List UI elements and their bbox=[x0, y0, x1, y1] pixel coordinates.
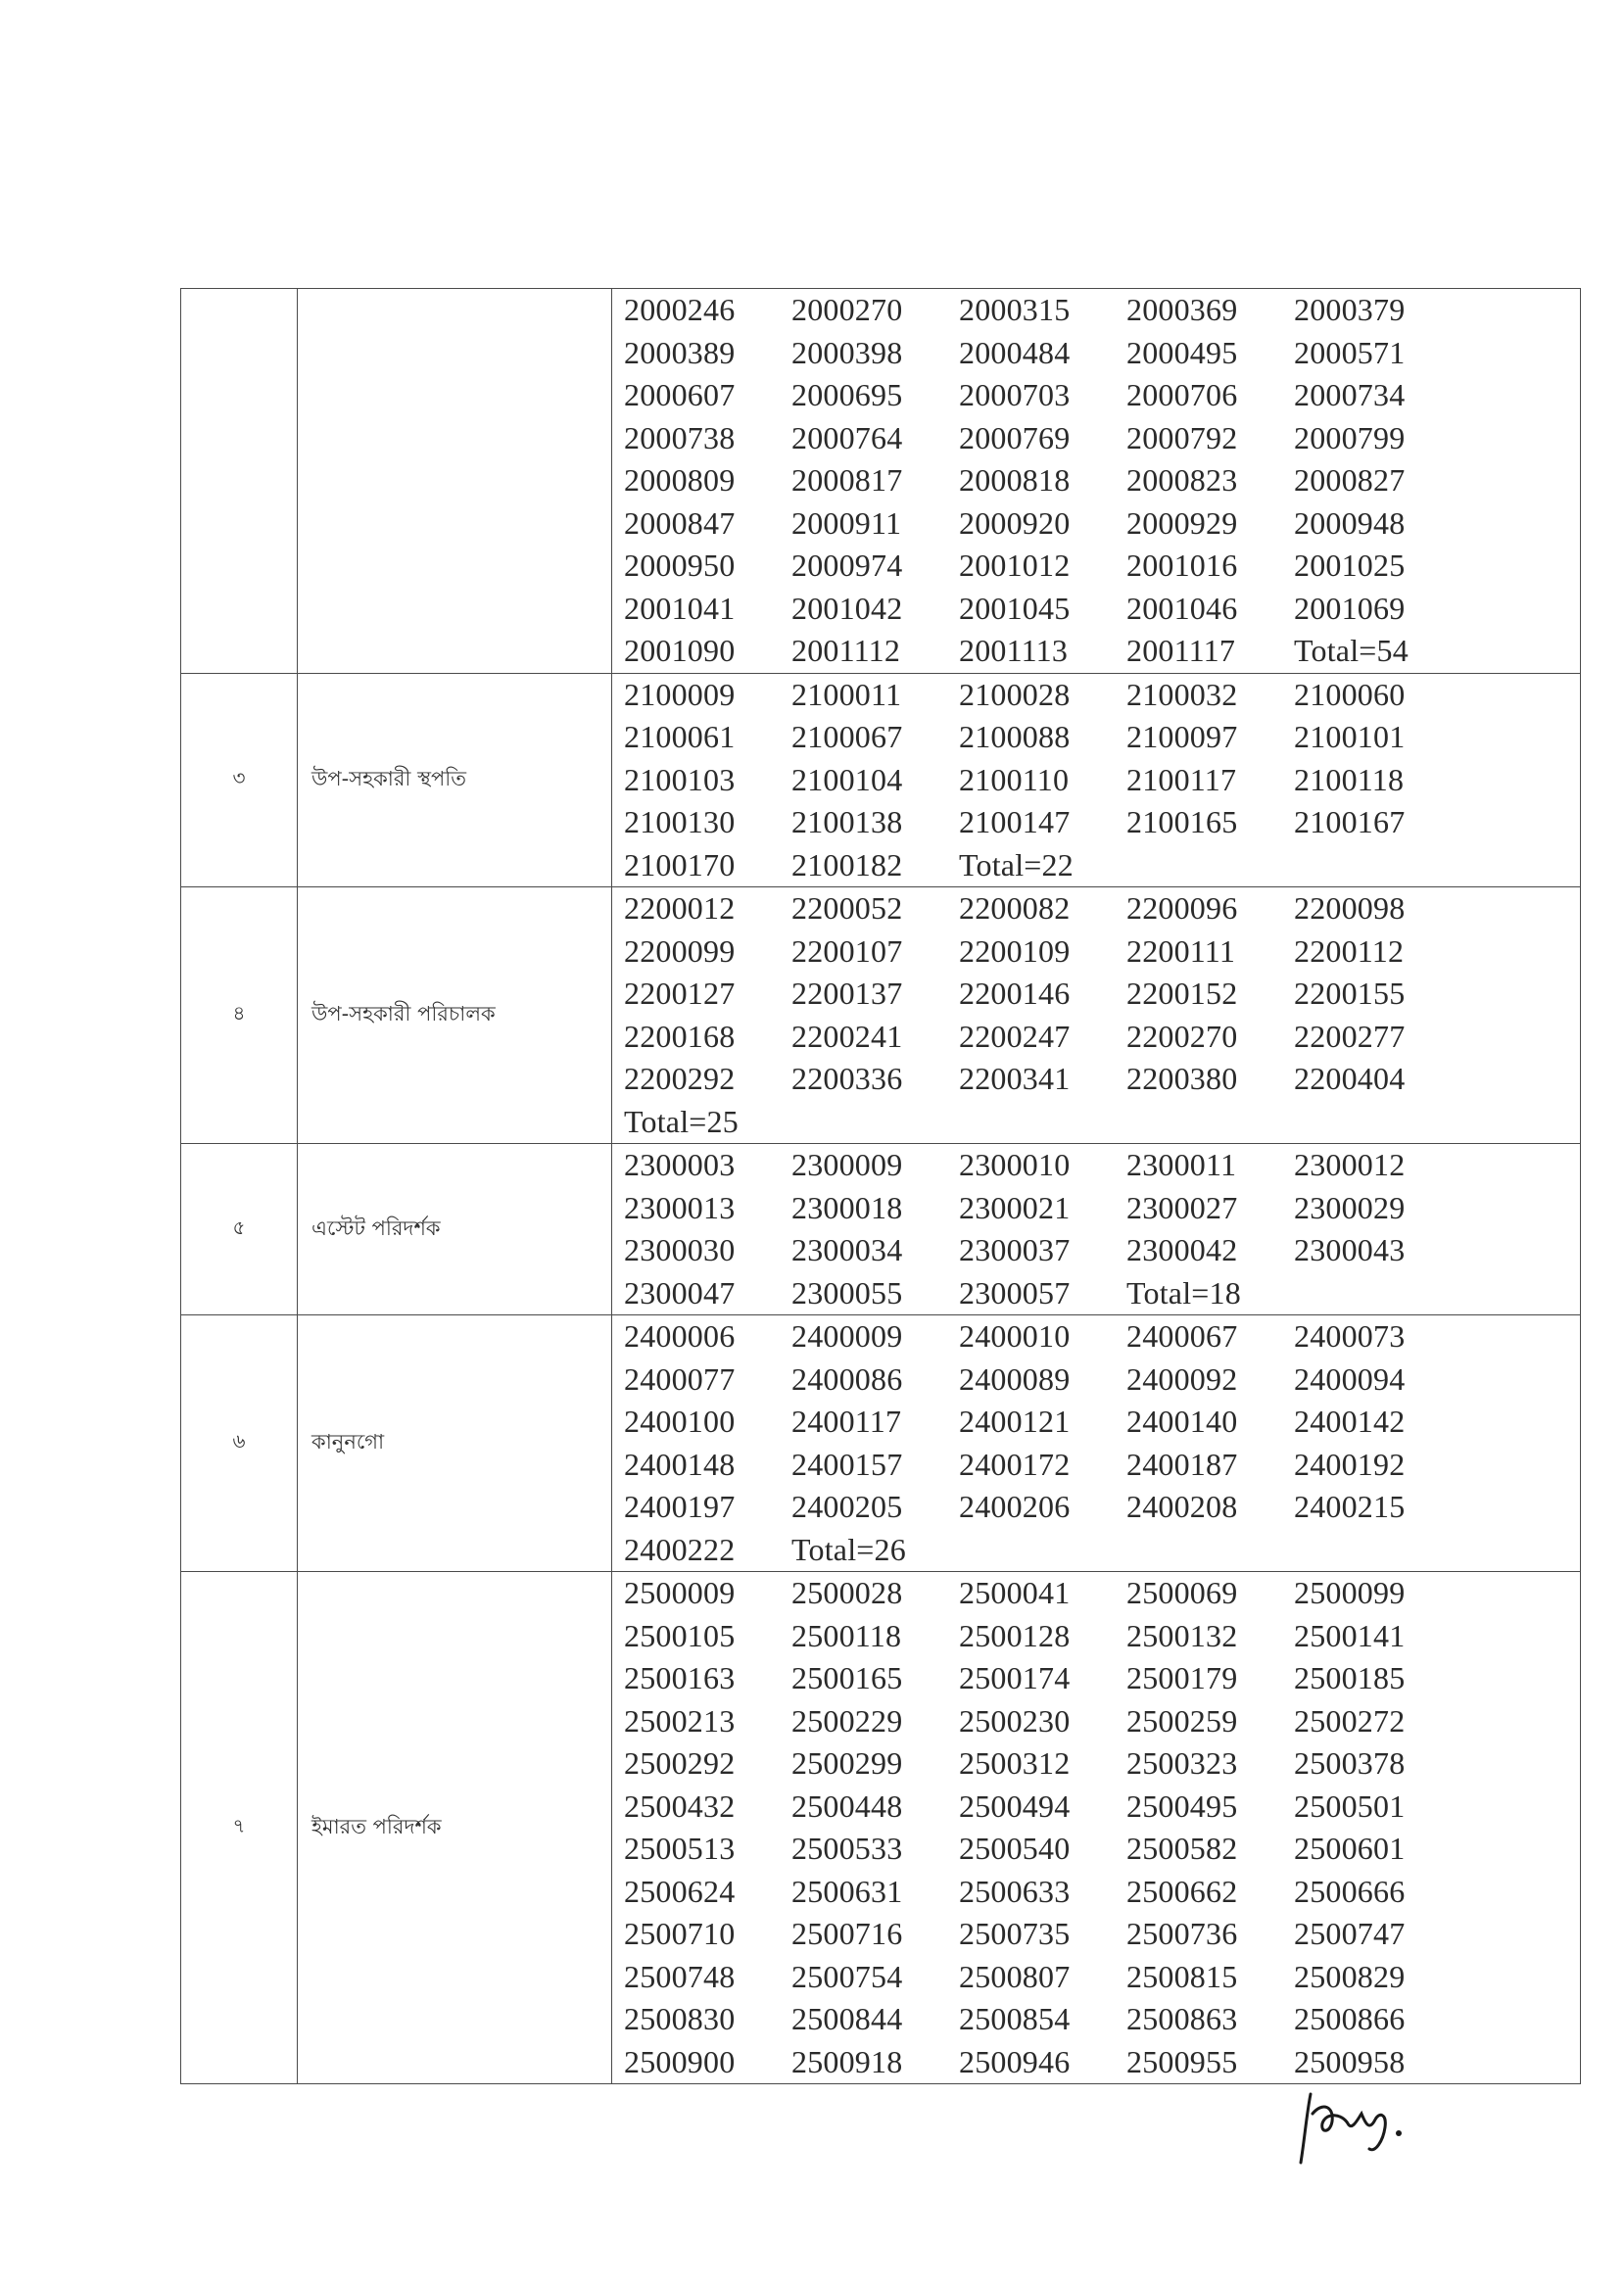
roll-number: 2500501 bbox=[1294, 1788, 1406, 1824]
roll-line bbox=[624, 1058, 1580, 1101]
roll-line bbox=[624, 1998, 1580, 2041]
roll-number: 2500747 bbox=[1294, 1916, 1406, 1952]
roll-line bbox=[624, 1444, 1580, 1487]
roll-line bbox=[624, 2041, 1580, 2084]
roll-number: 2200137 bbox=[791, 976, 903, 1012]
roll-number: 2001012 bbox=[959, 548, 1071, 584]
roll-number: 2200146 bbox=[959, 976, 1071, 1012]
roll-number: 2000764 bbox=[791, 419, 903, 455]
roll-number: 2000270 bbox=[791, 292, 903, 328]
roll-number: 2500624 bbox=[624, 1873, 736, 1909]
roll-number: 2100097 bbox=[1126, 719, 1238, 755]
roll-number: 2000818 bbox=[959, 462, 1071, 499]
roll-number: 2500735 bbox=[959, 1916, 1071, 1952]
roll-number: 2500105 bbox=[624, 1617, 736, 1653]
roll-number: 2400086 bbox=[791, 1360, 903, 1397]
roll-line bbox=[624, 630, 1580, 673]
roll-number: 2001016 bbox=[1126, 548, 1238, 584]
roll-number: 2001112 bbox=[791, 633, 901, 669]
roll-line bbox=[624, 1913, 1580, 1956]
roll-number: 2200082 bbox=[959, 890, 1071, 927]
roll-line bbox=[624, 588, 1580, 631]
roll-number: 2200012 bbox=[624, 890, 736, 927]
roll-number: 2500754 bbox=[791, 1958, 903, 1994]
roll-line bbox=[624, 1187, 1580, 1230]
roll-number: 2100130 bbox=[624, 804, 736, 840]
roll-number: 2200152 bbox=[1126, 976, 1238, 1012]
total-count: Total=22 bbox=[959, 846, 1074, 882]
roll-number: 2000369 bbox=[1126, 292, 1238, 328]
roll-number: 2100147 bbox=[959, 804, 1071, 840]
total-count: Total=18 bbox=[1126, 1274, 1241, 1311]
roll-number: 2200111 bbox=[1126, 932, 1236, 969]
roll-number: 2400100 bbox=[624, 1404, 736, 1440]
serial-cell: ৬ bbox=[181, 1315, 298, 1572]
table-row bbox=[181, 887, 1581, 1144]
roll-number: 2001025 bbox=[1294, 548, 1406, 584]
result-table bbox=[180, 288, 1581, 2084]
roll-number: 2500179 bbox=[1126, 1660, 1238, 1696]
post-name-cell: ইমারত পরিদর্শক bbox=[298, 1572, 612, 2084]
roll-number: 2200241 bbox=[791, 1018, 903, 1054]
roll-number: 2400172 bbox=[959, 1446, 1071, 1482]
roll-number: 2500844 bbox=[791, 2001, 903, 2037]
roll-number: 2000948 bbox=[1294, 504, 1406, 541]
roll-number: 2100101 bbox=[1294, 719, 1406, 755]
roll-number: 2000389 bbox=[624, 334, 736, 370]
roll-number: 2300043 bbox=[1294, 1232, 1406, 1268]
roll-number: 2000827 bbox=[1294, 462, 1406, 499]
roll-number: 2100088 bbox=[959, 719, 1071, 755]
serial-cell bbox=[181, 289, 298, 674]
table-row bbox=[181, 673, 1581, 887]
roll-number: 2500958 bbox=[1294, 2043, 1406, 2079]
serial-cell: ৪ bbox=[181, 887, 298, 1144]
roll-line bbox=[624, 289, 1580, 332]
roll-number: 2400067 bbox=[1126, 1318, 1238, 1355]
roll-number: 2500165 bbox=[791, 1660, 903, 1696]
roll-number: 2200127 bbox=[624, 976, 736, 1012]
roll-line bbox=[624, 417, 1580, 460]
roll-number: 2500229 bbox=[791, 1702, 903, 1739]
roll-number: 2000398 bbox=[791, 334, 903, 370]
roll-number: 2500540 bbox=[959, 1831, 1071, 1867]
roll-number: 2500378 bbox=[1294, 1745, 1406, 1782]
roll-numbers-cell bbox=[612, 887, 1581, 1144]
roll-number: 2200341 bbox=[959, 1061, 1071, 1097]
roll-number: 2100061 bbox=[624, 719, 736, 755]
roll-number: 2001117 bbox=[1126, 633, 1236, 669]
total-count: Total=25 bbox=[624, 1103, 739, 1139]
roll-number: 2400010 bbox=[959, 1318, 1071, 1355]
roll-number: 2500601 bbox=[1294, 1831, 1406, 1867]
roll-line bbox=[624, 930, 1580, 974]
roll-number: 2500807 bbox=[959, 1958, 1071, 1994]
serial-cell: ৫ bbox=[181, 1144, 298, 1315]
roll-number: 2200098 bbox=[1294, 890, 1406, 927]
roll-number: 2400077 bbox=[624, 1360, 736, 1397]
roll-line bbox=[624, 1315, 1580, 1358]
roll-number: 2300018 bbox=[791, 1189, 903, 1225]
roll-number: 2500174 bbox=[959, 1660, 1071, 1696]
roll-number: 2001069 bbox=[1294, 590, 1406, 626]
roll-number: 2200247 bbox=[959, 1018, 1071, 1054]
roll-number: 2100032 bbox=[1126, 676, 1238, 712]
roll-line bbox=[624, 1742, 1580, 1786]
roll-line bbox=[624, 332, 1580, 375]
roll-number: 2500028 bbox=[791, 1575, 903, 1611]
roll-number: 2001045 bbox=[959, 590, 1071, 626]
roll-number: 2500494 bbox=[959, 1788, 1071, 1824]
roll-number: 2400148 bbox=[624, 1446, 736, 1482]
roll-number: 2200096 bbox=[1126, 890, 1238, 927]
roll-number: 2500163 bbox=[624, 1660, 736, 1696]
roll-line bbox=[624, 1657, 1580, 1700]
roll-line bbox=[624, 716, 1580, 759]
roll-line bbox=[624, 1956, 1580, 1999]
roll-number: 2500299 bbox=[791, 1745, 903, 1782]
roll-line bbox=[624, 459, 1580, 502]
roll-line bbox=[624, 801, 1580, 844]
serial-cell: ৩ bbox=[181, 673, 298, 887]
post-name-cell: উপ-সহকারী স্থপতি bbox=[298, 673, 612, 887]
roll-number: 2500432 bbox=[624, 1788, 736, 1824]
roll-number: 2000823 bbox=[1126, 462, 1238, 499]
roll-number: 2000495 bbox=[1126, 334, 1238, 370]
roll-number: 2100182 bbox=[791, 846, 903, 882]
roll-line bbox=[624, 1615, 1580, 1658]
roll-number: 2500863 bbox=[1126, 2001, 1238, 2037]
roll-number: 2000738 bbox=[624, 419, 736, 455]
roll-number: 2400140 bbox=[1126, 1404, 1238, 1440]
roll-line bbox=[624, 1828, 1580, 1871]
table-row bbox=[181, 1572, 1581, 2084]
roll-line bbox=[624, 1486, 1580, 1529]
roll-line bbox=[624, 545, 1580, 588]
roll-number: 2100170 bbox=[624, 846, 736, 882]
roll-number: 2200270 bbox=[1126, 1018, 1238, 1054]
roll-number: 2500955 bbox=[1126, 2043, 1238, 2079]
roll-number: 2200155 bbox=[1294, 976, 1406, 1012]
roll-number: 2400094 bbox=[1294, 1360, 1406, 1397]
roll-number: 2500854 bbox=[959, 2001, 1071, 2037]
roll-number: 2001042 bbox=[791, 590, 903, 626]
roll-number: 2500662 bbox=[1126, 1873, 1238, 1909]
roll-number: 2000809 bbox=[624, 462, 736, 499]
roll-number: 2500132 bbox=[1126, 1617, 1238, 1653]
roll-number: 2100067 bbox=[791, 719, 903, 755]
roll-number: 2500736 bbox=[1126, 1916, 1238, 1952]
roll-line bbox=[624, 374, 1580, 417]
roll-number: 2500666 bbox=[1294, 1873, 1406, 1909]
roll-number: 2300010 bbox=[959, 1147, 1071, 1183]
roll-number: 2500829 bbox=[1294, 1958, 1406, 1994]
roll-number: 2000847 bbox=[624, 504, 736, 541]
roll-number: 2300029 bbox=[1294, 1189, 1406, 1225]
roll-number: 2100167 bbox=[1294, 804, 1406, 840]
roll-line bbox=[624, 1016, 1580, 1059]
post-name-cell: উপ-সহকারী পরিচালক bbox=[298, 887, 612, 1144]
roll-number: 2000695 bbox=[791, 377, 903, 413]
roll-number: 2000799 bbox=[1294, 419, 1406, 455]
roll-number: 2300037 bbox=[959, 1232, 1071, 1268]
roll-number: 2200404 bbox=[1294, 1061, 1406, 1097]
roll-number: 2500128 bbox=[959, 1617, 1071, 1653]
roll-number: 2300012 bbox=[1294, 1147, 1406, 1183]
roll-number: 2500213 bbox=[624, 1702, 736, 1739]
roll-number: 2000920 bbox=[959, 504, 1071, 541]
roll-number: 2000379 bbox=[1294, 292, 1406, 328]
roll-number: 2500716 bbox=[791, 1916, 903, 1952]
roll-number: 2000950 bbox=[624, 548, 736, 584]
roll-number: 2400006 bbox=[624, 1318, 736, 1355]
roll-numbers-cell bbox=[612, 673, 1581, 887]
roll-number: 2300047 bbox=[624, 1274, 736, 1311]
roll-number: 2300013 bbox=[624, 1189, 736, 1225]
roll-number: 2500069 bbox=[1126, 1575, 1238, 1611]
post-name-cell: এস্টেট পরিদর্শক bbox=[298, 1144, 612, 1315]
roll-line bbox=[624, 1401, 1580, 1444]
roll-line bbox=[624, 1700, 1580, 1743]
roll-number: 2500946 bbox=[959, 2043, 1071, 2079]
roll-numbers-cell bbox=[612, 1572, 1581, 2084]
roll-numbers-cell bbox=[612, 1144, 1581, 1315]
roll-line bbox=[624, 674, 1580, 717]
roll-number: 2500533 bbox=[791, 1831, 903, 1867]
roll-number: 2500185 bbox=[1294, 1660, 1406, 1696]
roll-number: 2300030 bbox=[624, 1232, 736, 1268]
table-row bbox=[181, 1315, 1581, 1572]
roll-number: 2300034 bbox=[791, 1232, 903, 1268]
roll-number: 2100110 bbox=[959, 761, 1070, 797]
roll-number: 2500292 bbox=[624, 1745, 736, 1782]
roll-number: 2000246 bbox=[624, 292, 736, 328]
roll-number: 2400192 bbox=[1294, 1446, 1406, 1482]
roll-number: 2300011 bbox=[1126, 1147, 1237, 1183]
roll-line bbox=[624, 1572, 1580, 1615]
roll-number: 2400157 bbox=[791, 1446, 903, 1482]
roll-number: 2500099 bbox=[1294, 1575, 1406, 1611]
roll-number: 2000706 bbox=[1126, 377, 1238, 413]
roll-number: 2100009 bbox=[624, 676, 736, 712]
roll-number: 2400215 bbox=[1294, 1489, 1406, 1525]
roll-number: 2500272 bbox=[1294, 1702, 1406, 1739]
total-count: Total=26 bbox=[791, 1531, 906, 1567]
roll-number: 2200052 bbox=[791, 890, 903, 927]
roll-number: 2200109 bbox=[959, 932, 1071, 969]
roll-number: 2400187 bbox=[1126, 1446, 1238, 1482]
roll-line bbox=[624, 1272, 1580, 1315]
roll-number: 2000571 bbox=[1294, 334, 1406, 370]
roll-number: 2200168 bbox=[624, 1018, 736, 1054]
roll-number: 2200112 bbox=[1294, 932, 1405, 969]
roll-number: 2300027 bbox=[1126, 1189, 1238, 1225]
roll-number: 2500815 bbox=[1126, 1958, 1238, 1994]
roll-number: 2400205 bbox=[791, 1489, 903, 1525]
roll-number: 2000929 bbox=[1126, 504, 1238, 541]
roll-number: 2100138 bbox=[791, 804, 903, 840]
roll-number: 2500448 bbox=[791, 1788, 903, 1824]
roll-line bbox=[624, 973, 1580, 1016]
post-name-cell: কানুনগো bbox=[298, 1315, 612, 1572]
roll-number: 2100028 bbox=[959, 676, 1071, 712]
handwritten-signature bbox=[1293, 2084, 1430, 2172]
roll-number: 2000734 bbox=[1294, 377, 1406, 413]
roll-number: 2400073 bbox=[1294, 1318, 1406, 1355]
roll-line bbox=[624, 844, 1580, 887]
roll-line bbox=[624, 1358, 1580, 1402]
roll-number: 2500230 bbox=[959, 1702, 1071, 1739]
roll-number: 2100011 bbox=[791, 676, 902, 712]
roll-number: 2200099 bbox=[624, 932, 736, 969]
roll-number: 2400117 bbox=[791, 1404, 902, 1440]
roll-line bbox=[624, 759, 1580, 802]
roll-number: 2000792 bbox=[1126, 419, 1238, 455]
roll-number: 2000703 bbox=[959, 377, 1071, 413]
roll-line bbox=[624, 1786, 1580, 1829]
roll-number: 2000769 bbox=[959, 419, 1071, 455]
roll-number: 2000315 bbox=[959, 292, 1071, 328]
roll-number: 2100117 bbox=[1126, 761, 1237, 797]
roll-number: 2500141 bbox=[1294, 1617, 1406, 1653]
roll-number: 2400009 bbox=[791, 1318, 903, 1355]
roll-number: 2001113 bbox=[959, 633, 1069, 669]
roll-number: 2500866 bbox=[1294, 2001, 1406, 2037]
roll-line bbox=[624, 502, 1580, 546]
roll-number: 2500009 bbox=[624, 1575, 736, 1611]
roll-number: 2400089 bbox=[959, 1360, 1071, 1397]
roll-number: 2000911 bbox=[791, 504, 902, 541]
roll-numbers-cell bbox=[612, 289, 1581, 674]
roll-number: 2000974 bbox=[791, 548, 903, 584]
roll-number: 2200277 bbox=[1294, 1018, 1406, 1054]
roll-number: 2200292 bbox=[624, 1061, 736, 1097]
roll-number: 2300057 bbox=[959, 1274, 1071, 1311]
roll-number: 2500918 bbox=[791, 2043, 903, 2079]
roll-number: 2200107 bbox=[791, 932, 903, 969]
roll-number: 2500513 bbox=[624, 1831, 736, 1867]
roll-number: 2200380 bbox=[1126, 1061, 1238, 1097]
table-row bbox=[181, 1144, 1581, 1315]
roll-number: 2300055 bbox=[791, 1274, 903, 1311]
roll-number: 2500900 bbox=[624, 2043, 736, 2079]
roll-number: 2500495 bbox=[1126, 1788, 1238, 1824]
roll-number: 2400092 bbox=[1126, 1360, 1238, 1397]
roll-line bbox=[624, 1529, 1580, 1572]
table-row bbox=[181, 289, 1581, 674]
serial-cell: ৭ bbox=[181, 1572, 298, 2084]
roll-number: 2400206 bbox=[959, 1489, 1071, 1525]
roll-number: 2400197 bbox=[624, 1489, 736, 1525]
roll-number: 2300009 bbox=[791, 1147, 903, 1183]
roll-number: 2001041 bbox=[624, 590, 736, 626]
roll-number: 2001090 bbox=[624, 633, 736, 669]
roll-number: 2100104 bbox=[791, 761, 903, 797]
roll-number: 2000484 bbox=[959, 334, 1071, 370]
roll-number: 2500582 bbox=[1126, 1831, 1238, 1867]
roll-number: 2300042 bbox=[1126, 1232, 1238, 1268]
roll-number: 2500259 bbox=[1126, 1702, 1238, 1739]
roll-number: 2500830 bbox=[624, 2001, 736, 2037]
roll-number: 2500748 bbox=[624, 1958, 736, 1994]
roll-line bbox=[624, 1144, 1580, 1187]
post-name-cell bbox=[298, 289, 612, 674]
roll-number: 2100118 bbox=[1294, 761, 1405, 797]
roll-number: 2100060 bbox=[1294, 676, 1406, 712]
total-count: Total=54 bbox=[1294, 633, 1409, 669]
roll-number: 2000817 bbox=[791, 462, 903, 499]
roll-line bbox=[624, 887, 1580, 930]
roll-line bbox=[624, 1229, 1580, 1272]
roll-number: 2400222 bbox=[624, 1531, 736, 1567]
roll-number: 2400208 bbox=[1126, 1489, 1238, 1525]
roll-number: 2200336 bbox=[791, 1061, 903, 1097]
roll-number: 2500312 bbox=[959, 1745, 1071, 1782]
roll-number: 2500041 bbox=[959, 1575, 1071, 1611]
roll-number: 2001046 bbox=[1126, 590, 1238, 626]
roll-numbers-cell bbox=[612, 1315, 1581, 1572]
roll-number: 2500631 bbox=[791, 1873, 903, 1909]
roll-number: 2500633 bbox=[959, 1873, 1071, 1909]
roll-number: 2400142 bbox=[1294, 1404, 1406, 1440]
roll-number: 2100165 bbox=[1126, 804, 1238, 840]
roll-number: 2500118 bbox=[791, 1617, 902, 1653]
roll-line bbox=[624, 1871, 1580, 1914]
roll-number: 2300003 bbox=[624, 1147, 736, 1183]
roll-number: 2000607 bbox=[624, 377, 736, 413]
roll-number: 2400121 bbox=[959, 1404, 1071, 1440]
roll-number: 2100103 bbox=[624, 761, 736, 797]
roll-line bbox=[624, 1101, 1580, 1144]
roll-number: 2300021 bbox=[959, 1189, 1071, 1225]
roll-number: 2500323 bbox=[1126, 1745, 1238, 1782]
roll-number: 2500710 bbox=[624, 1916, 736, 1952]
